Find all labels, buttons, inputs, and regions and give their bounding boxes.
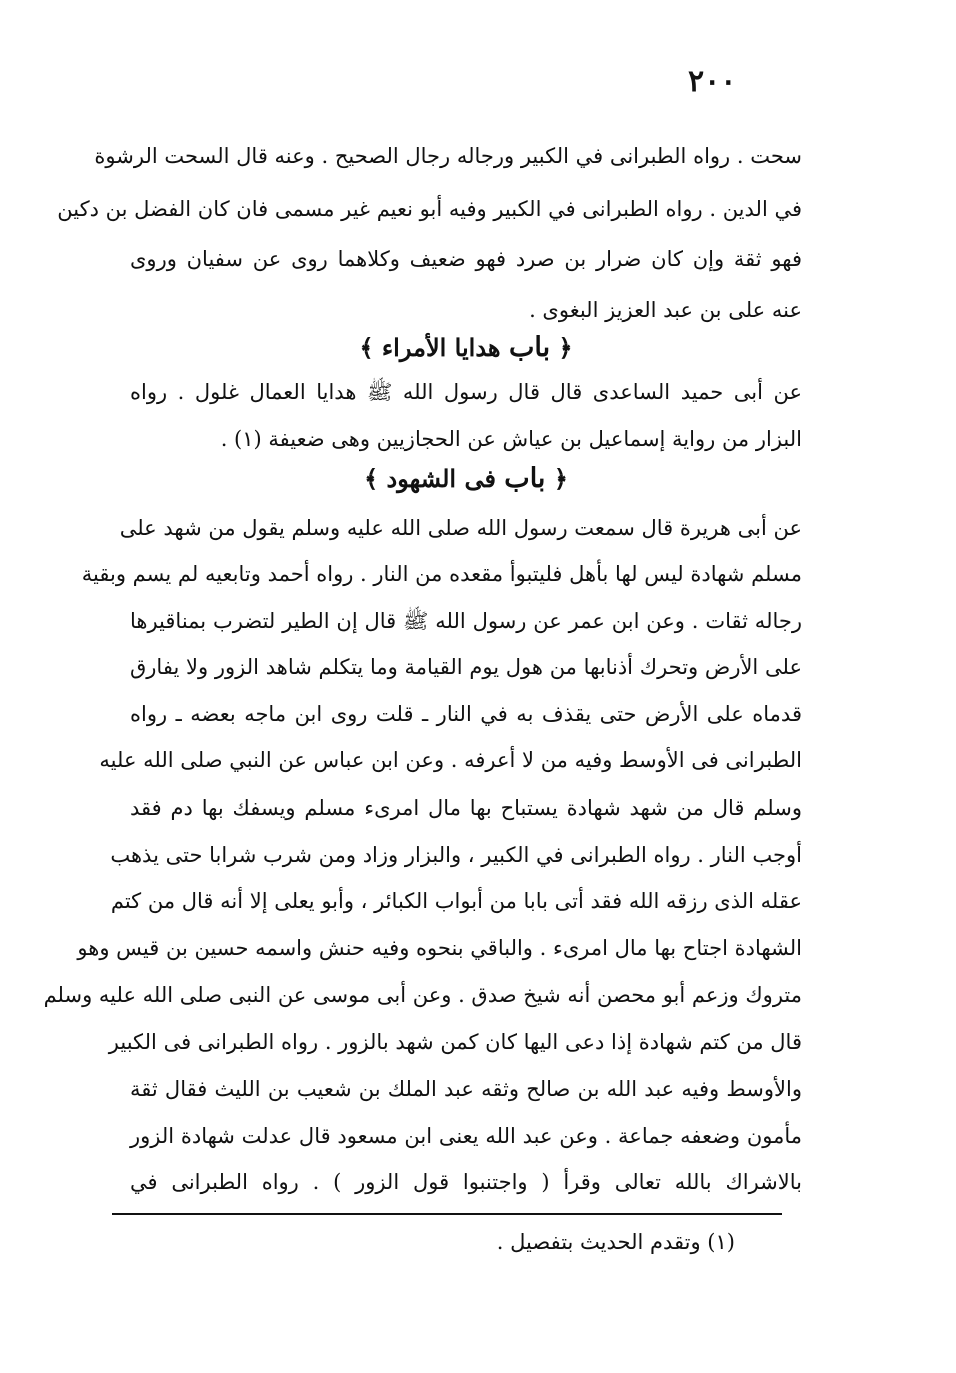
heading-title: هدايا الأمراء (381, 333, 501, 362)
text-line: قال من كتم شهادة إذا دعى اليها كان كمن شهد بالزور . رواه الطبرانى فى الكبير (108, 1030, 802, 1054)
text-line: الطبرانى فى الأوسط وفيه من لا أعرفه . وعن ابن عباس عن النبي صلى الله عليه (99, 748, 802, 772)
text-line: وسلم قال من شهد شهادة يستباح بها مال امرىء مسلم ويسفك بها دم فقد (130, 796, 802, 820)
text-line: على الأرض وتحرك أذنابها من هول يوم القيامة وما يتكلم شاهد الزور ولا يفارق (130, 655, 802, 679)
text-line: عنه على بن عبد العزيز البغوى . (529, 298, 802, 322)
text-line: عن أبى حميد الساعدى قال قال رسول الله ﷺ هدايا العمال غلول . رواه (130, 380, 802, 404)
text-line: سحت . رواه الطبرانى في الكبير ورجاله رجال الصحيح . وعنه قال السحت الرشوة (94, 144, 802, 168)
section-heading-gifts (130, 332, 802, 363)
bracket-open: ﴿ (558, 333, 573, 362)
bracket-close: ﴾ (359, 333, 374, 362)
text-line: بالاشراك بالله تعالى وقرأ ( واجتنبوا قول الزور ) . رواه الطبرانى في (130, 1170, 802, 1194)
bab-label: باب (508, 332, 551, 363)
bracket-open: ﴿ (553, 464, 568, 493)
footnote: (١) وتقدم الحديث بتفصيل . (496, 1230, 735, 1254)
footnote-divider (112, 1213, 782, 1215)
text-line: البزار من رواية إسماعيل بن عياش عن الحجازيين وهى ضعيفة (١) . (220, 427, 802, 451)
bab-label: باب (504, 463, 546, 494)
text-line: مأمون وضعفه جماعة . وعن عبد الله يعنى ابن مسعود قال عدلت شهادة الزور (130, 1124, 802, 1148)
text-line: متروك وزعم أبو محصن أنه شيخ صدق . وعن أبى موسى عن النبى صلى الله عليه وسلم (43, 983, 802, 1007)
bracket-close: ﴾ (364, 464, 379, 493)
text-line: مسلم شهادة ليس لها بأهل فليتبوأ مقعده من النار . رواه أحمد وتابعيه لم يسم وبقية (81, 562, 802, 586)
text-line: والأوسط وفيه عبد الله بن صالح وثقه عبد الملك بن شعيب بن الليث فقال ثقة (130, 1077, 802, 1101)
text-line: في الدين . رواه الطبرانى في الكبير وفيه أبو نعيم غير مسمى فان كان الفضل بن دكين (57, 197, 802, 221)
text-line: رجاله ثقات . وعن ابن عمر عن رسول الله ﷺ قال إن الطير لتضرب بمناقيرها (130, 609, 802, 633)
text-line: فهو ثقة وإن كان ضرار بن صرد فهو ضعيف وكلاهما روى عن سفيان وروى (130, 247, 802, 271)
section-heading-witnesses (130, 463, 802, 494)
text-line: الشهادة اجتاح بها مال امرىء . والباقي بنحوه وفيه حنش واسمه حسين بن قيس وهو (77, 936, 802, 960)
text-line: قدماه على الأرض حتى يقذف به في النار ـ قلت روى ابن ماجه بعضه ـ رواه (130, 702, 802, 726)
text-line: أوجب النار . رواه الطبرانى في الكبير ، والبزار وزاد ومن شرب شرابا حتى يذهب (110, 843, 802, 867)
text-line: عقله الذى رزقه الله فقد أتى بابا من أبواب الكبائر ، وأبو يعلى إلا أنه قال من كتم (110, 889, 802, 913)
heading-title: فى الشهود (386, 464, 496, 493)
text-line: عن أبى هريرة قال سمعت رسول الله صلى الله عليه وسلم يقول من شهد على (119, 516, 802, 540)
page-number: ٢٠٠ (688, 64, 737, 99)
